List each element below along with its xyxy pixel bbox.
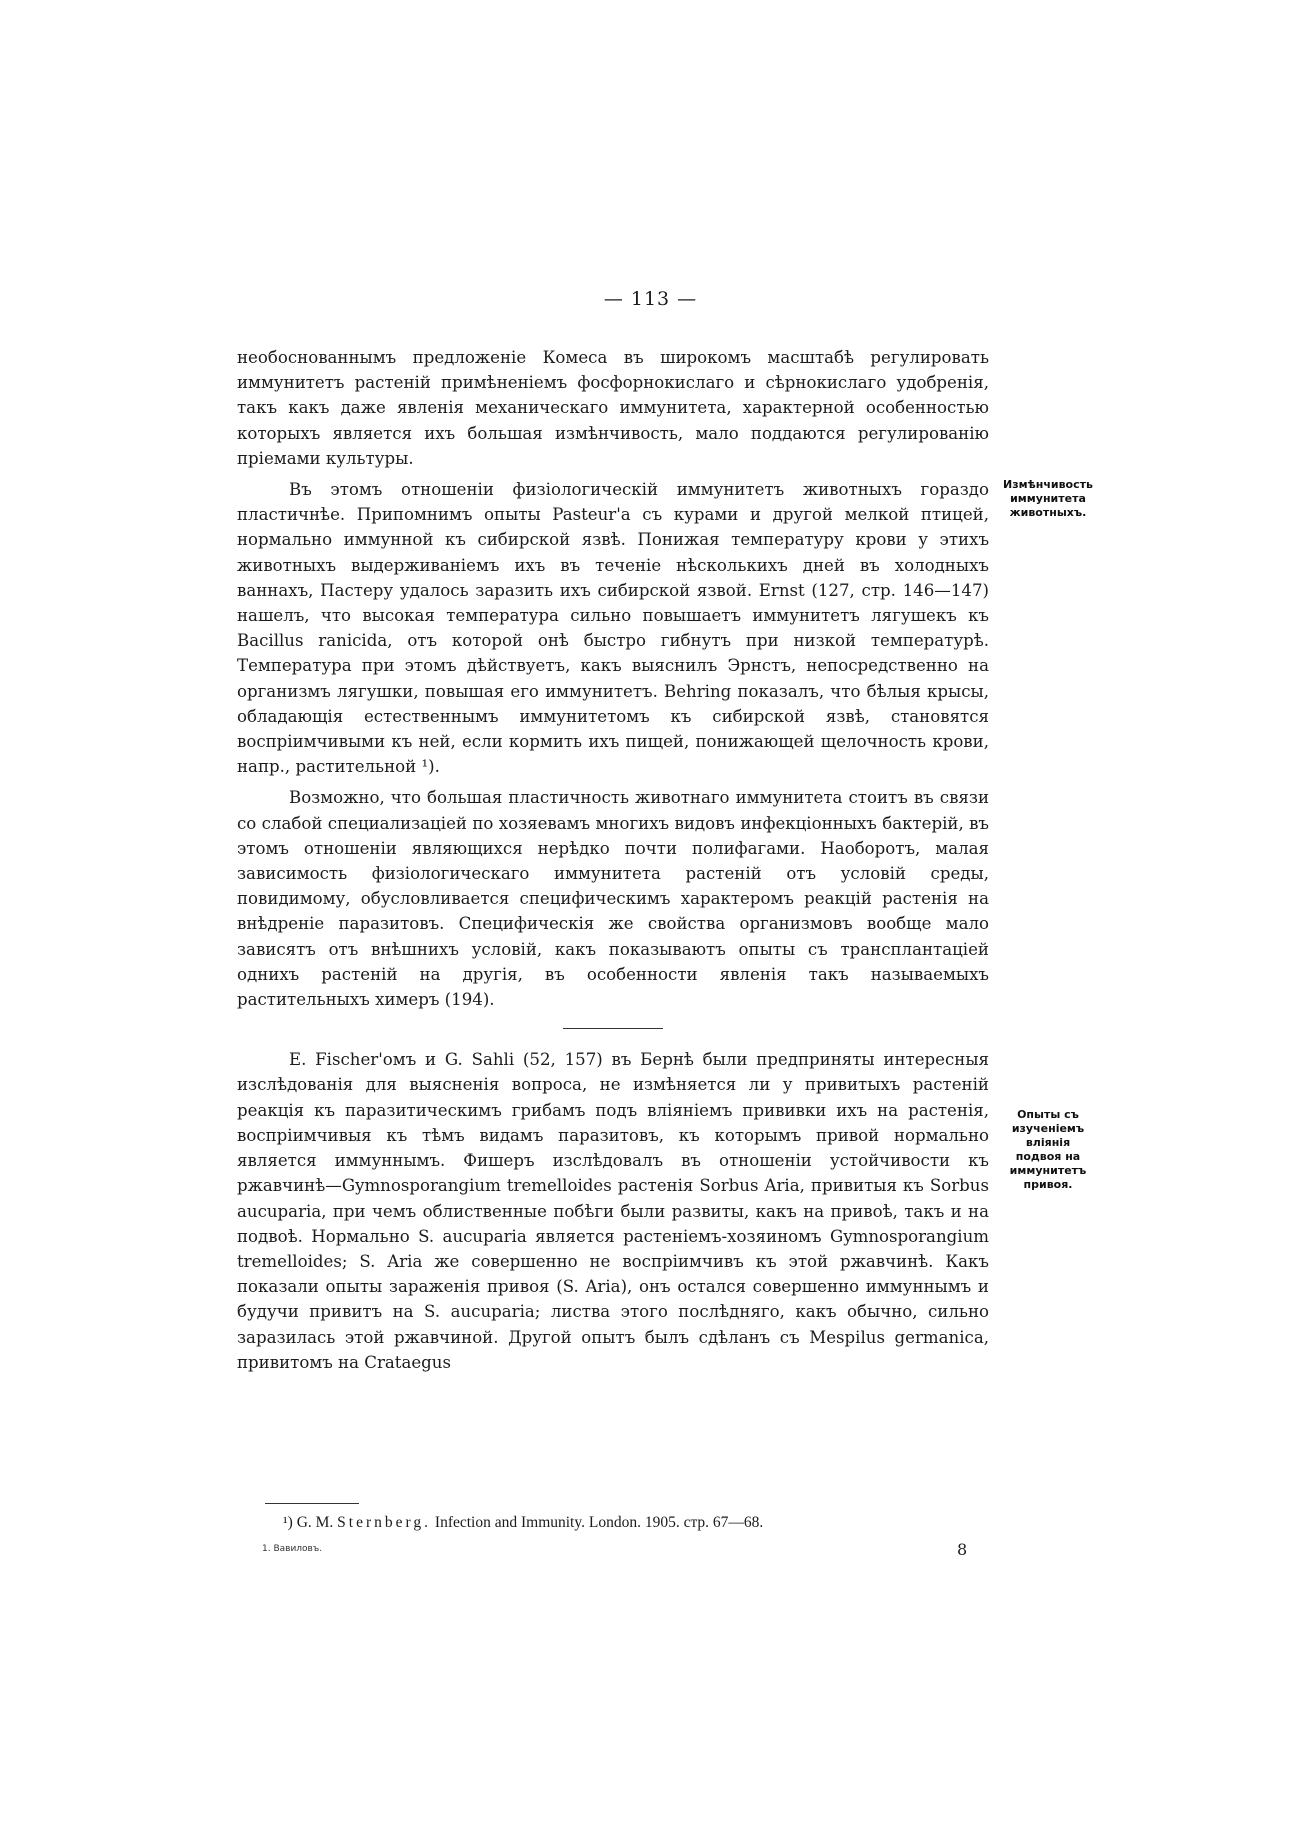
footnote-rule (265, 1503, 359, 1504)
footnote-marker: ¹) (283, 1514, 293, 1531)
body-text (237, 345, 989, 1381)
page-number: — 113 — (603, 288, 698, 310)
footnote-citation: Infection and Immunity. London. 1905. стр. 67—68. (434, 1514, 764, 1531)
footnote-author-surname: Sternberg. (337, 1514, 432, 1531)
paragraph-3: Возможно, что большая пластичность животнаго иммунитета стоитъ въ связи со слабой специализаціей по хозяевамъ многихъ видовъ инфекціонныхъ бактерій, въ этомъ отношеніи являющихся нерѣдко почти полифагами. Наоборотъ, малая зависимость физіологическаго иммунитета растеній отъ условій среды, повидимому, обусловливается специфическимъ характеромъ реакцій растенія на внѣдреніе паразитовъ. Специфическія же свойства организмовъ вообще мало зависятъ отъ внѣшнихъ условій, какъ показываютъ опыты съ трансплантаціей однихъ растеній на другія, въ особенности явленія такъ называемыхъ растительныхъ химеръ (194). (237, 788, 989, 1010)
printer-signature-mark: 8 (957, 1540, 968, 1559)
paragraph-2: Въ этомъ отношеніи физіологическій иммунитетъ животныхъ гораздо пластичнѣе. Припомнимъ опыты Pasteur'а съ курами и другой мелкой птицей, нормально иммунной къ сибирской язвѣ. Понижая температуру крови у этихъ животныхъ выдерживаніемъ ихъ въ теченіе нѣсколькихъ дней въ холодныхъ ваннахъ, Пастеру удалось заразить ихъ сибирской язвой. Ernst (127, стр. 146—147) нашелъ, что высокая температура сильно повышаетъ иммунитетъ лягушекъ къ Bacillus ranicida, отъ которой онѣ быстро гибнутъ при низкой температурѣ. Температура при этомъ дѣйствуетъ, какъ выяснилъ Эрнстъ, непосредственно на организмъ лягушки, повышая его иммунитетъ. Behring показалъ, что бѣлыя крысы, обладающія естественнымъ иммунитетомъ къ сибирской язвѣ, становятся воспріимчивыми къ ней, если кормить ихъ пищей, понижающей щелочность крови, напр., растительной ¹). (237, 480, 989, 777)
paragraph-4: E. Fischer'омъ и G. Sahli (52, 157) въ Бернѣ были предприняты интересныя изслѣдованія для выясненія вопроса, не измѣняется ли у привитыхъ растеній реакція къ паразитическимъ грибамъ подъ вліяніемъ прививки ихъ на растенія, воспріимчивыя къ тѣмъ видамъ паразитовъ, къ которымъ привой нормально является иммуннымъ. Фишеръ изслѣдовалъ въ отношеніи устойчивости къ ржавчинѣ—Gymnosporangium tremelloides растенія Sorbus Aria, привитыя къ Sorbus aucuparia, при чемъ облиственные побѣги были развиты, какъ на привоѣ, такъ и на подвоѣ. Нормально S. aucuparia является растеніемъ-хозяиномъ Gymnosporangium tremelloides; S. Aria же совершенно не воспріимчивъ къ этой ржавчинѣ. Какъ показали опыты зараженія привоя (S. Aria), онъ остался совершенно иммуннымъ и будучи привитъ на S. aucuparia; листва этого послѣдняго, какъ обычно, сильно заразилась этой ржавчиной. Другой опытъ былъ сдѣланъ съ Mespilus germanica, привитомъ на Crataegus (237, 1050, 989, 1372)
author-signature: 1. Вавиловъ. (262, 1544, 323, 1554)
margin-note-animal-immunity: Измѣнчивость иммунитета животныхъ. (1003, 478, 1093, 519)
footnote-author-initials: G. M. (296, 1514, 334, 1531)
footnote (283, 1513, 1003, 1533)
paragraph-1: необоснованнымъ предложеніе Комеса въ широкомъ масштабѣ регулировать иммунитетъ растеній примѣненіемъ фосфорнокислаго и сѣрнокислаго удобренія, такъ какъ даже явленія механическаго иммунитета, характерной особенностью которыхъ является ихъ большая измѣнчивость, мало поддаются регулированію пріемами культуры. (237, 348, 989, 468)
margin-note-grafting-experiments: Опыты съ изученіемъ вліянія подвоя на иммунитетъ привоя. (1009, 1108, 1087, 1191)
section-divider (563, 1028, 663, 1029)
